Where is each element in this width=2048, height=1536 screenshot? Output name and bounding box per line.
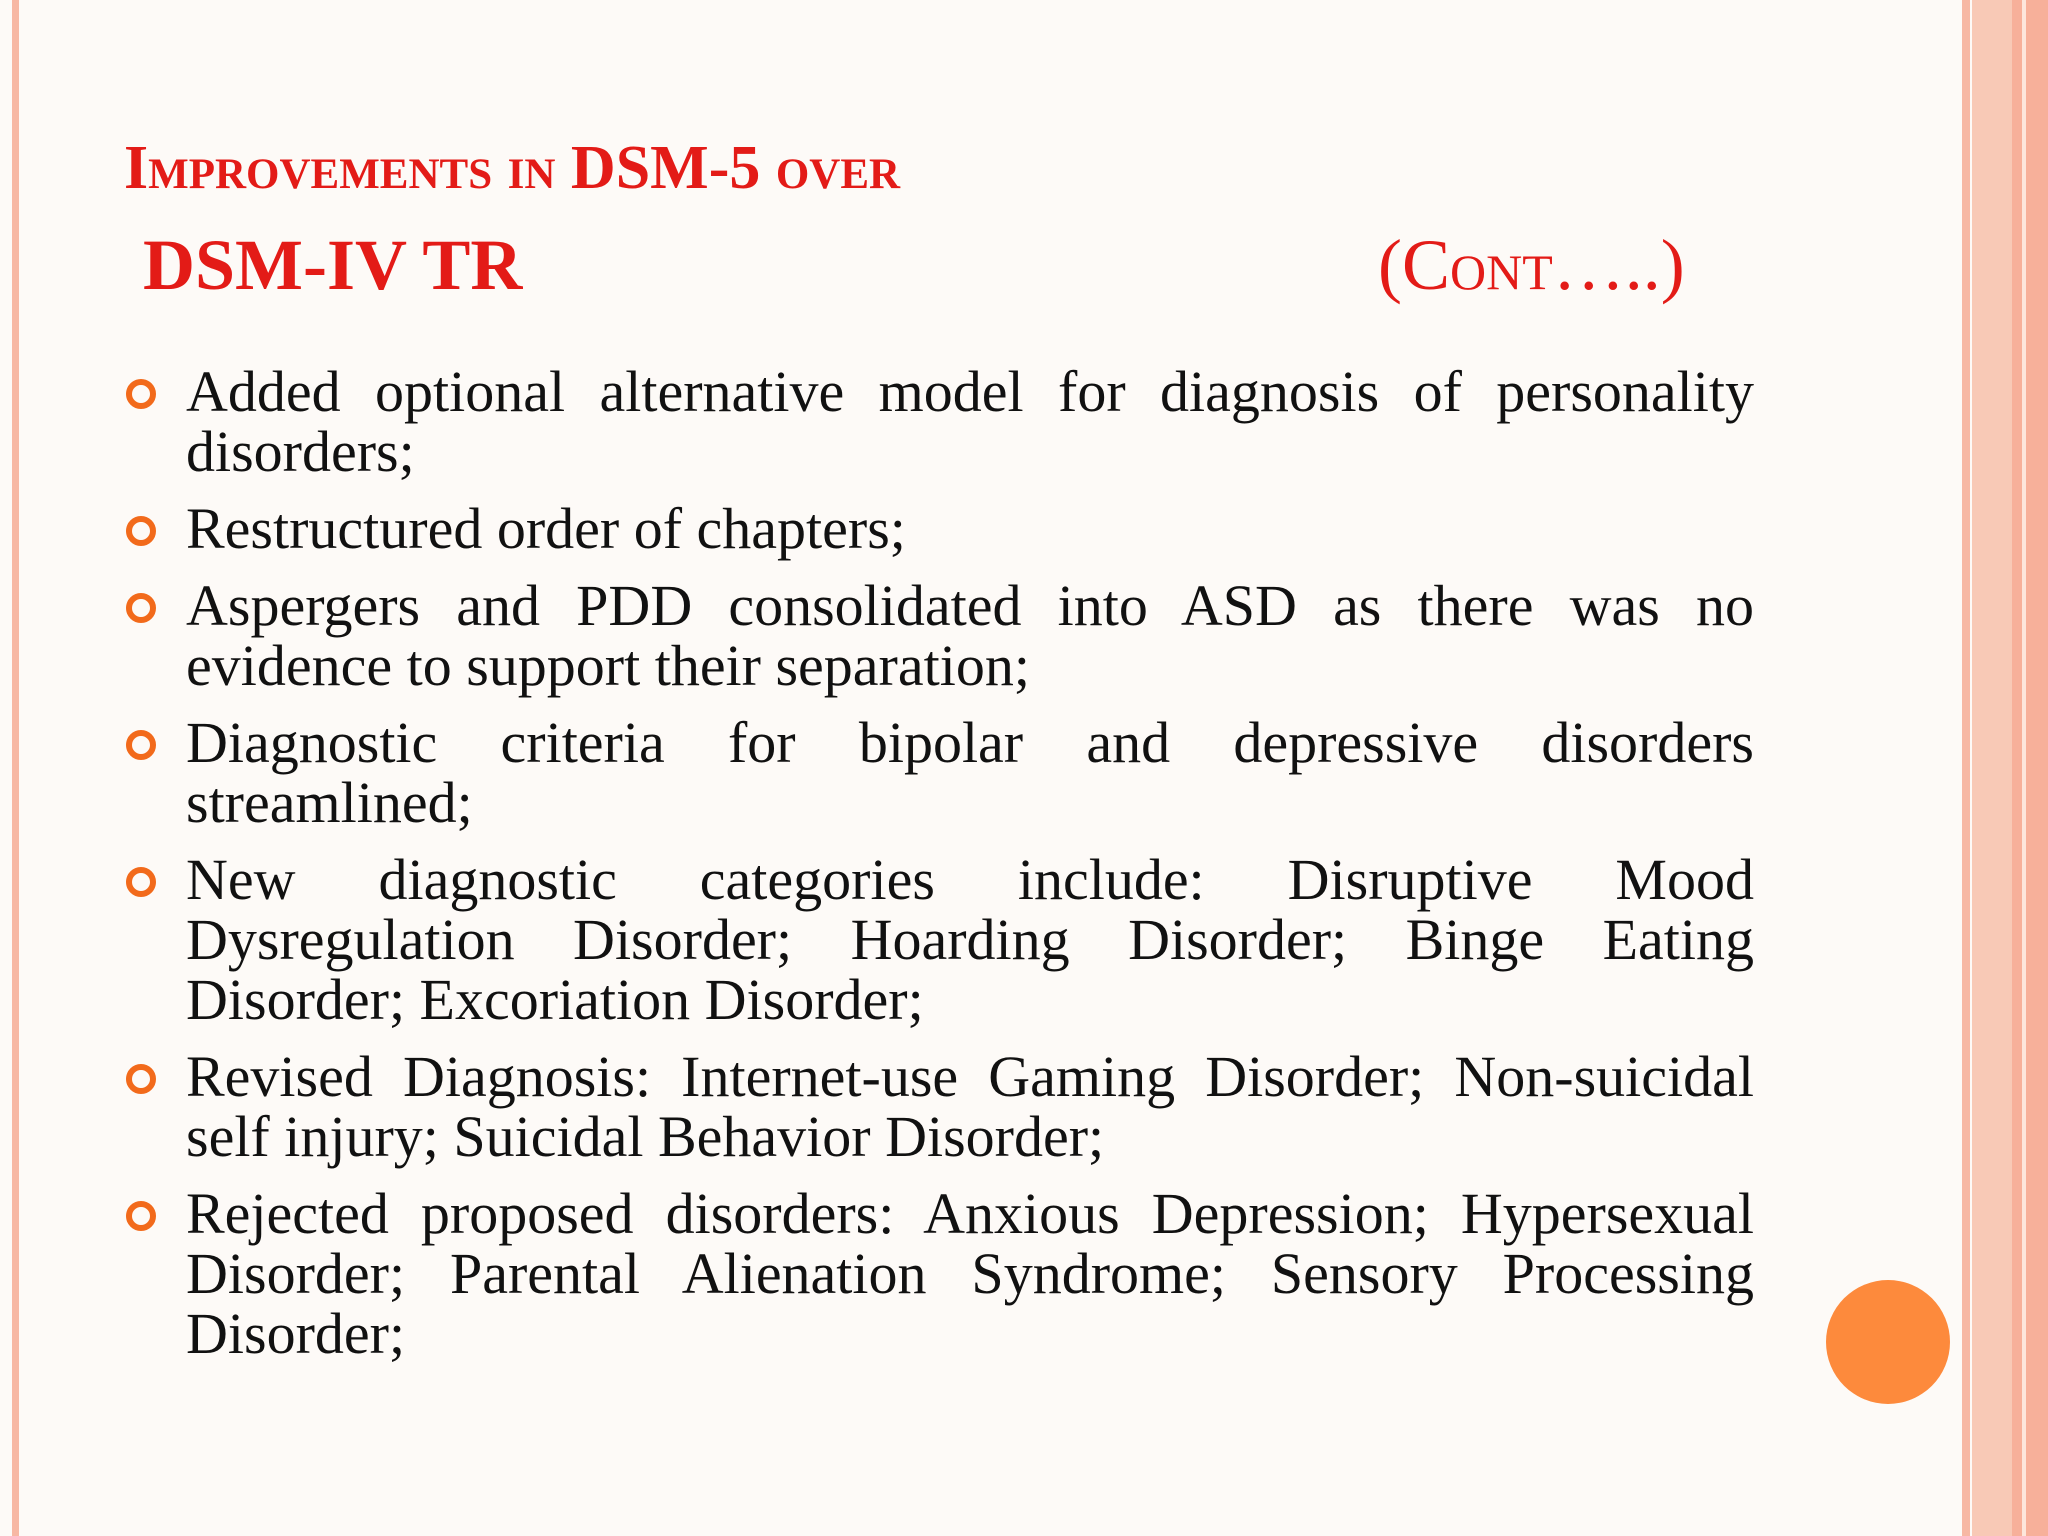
bullet-text: Aspergers and PDD consolidated into ASD as there was no evidence to support their separation; — [186, 573, 1754, 698]
bullet-item — [124, 359, 1754, 484]
bullet-item — [124, 573, 1754, 698]
right-border-band — [2022, 0, 2026, 1536]
decorative-orange-circle — [1826, 1280, 1950, 1404]
ring-bullet-icon — [126, 1201, 156, 1231]
bullet-text: New diagnostic categories include: Disruptive Mood Dysregulation Disorder; Hoarding Disorder; Binge Eating Disorder; Excoriation Disorder; — [186, 847, 1754, 1032]
bullet-text: Revised Diagnosis: Internet-use Gaming Disorder; Non-suicidal self injury; Suicidal Behavior Disorder; — [186, 1044, 1754, 1169]
bullet-list — [124, 359, 1754, 1381]
bullet-item — [124, 1181, 1754, 1366]
left-border-rule — [12, 0, 19, 1536]
ring-bullet-icon — [126, 730, 156, 760]
bullet-text: Added optional alternative model for diagnosis of personality disorders; — [186, 359, 1754, 484]
bullet-item — [124, 496, 1754, 561]
right-border-band — [1972, 0, 2012, 1536]
bullet-item — [124, 1044, 1754, 1169]
slide-title-line-2: DSM-IV TR — [143, 225, 523, 305]
bullet-text: Diagnostic criteria for bipolar and depressive disorders streamlined; — [186, 710, 1754, 835]
right-border-band — [2012, 0, 2048, 1536]
right-border-band — [1962, 0, 1970, 1536]
ring-bullet-icon — [126, 867, 156, 897]
ring-bullet-icon — [126, 379, 156, 409]
bullet-text: Restructured order of chapters; — [186, 496, 906, 561]
slide-title-line-1: Improvements in DSM-5 over — [124, 134, 901, 202]
bullet-item — [124, 847, 1754, 1032]
ring-bullet-icon — [126, 1064, 156, 1094]
bullet-item — [124, 710, 1754, 835]
bullet-text: Rejected proposed disorders: Anxious Depression; Hypersexual Disorder; Parental Alienation Syndrome; Sensory Processing Disorder; — [186, 1181, 1754, 1366]
slide-title-continued: (Cont…..) — [1378, 225, 1685, 305]
ring-bullet-icon — [126, 516, 156, 546]
ring-bullet-icon — [126, 593, 156, 623]
